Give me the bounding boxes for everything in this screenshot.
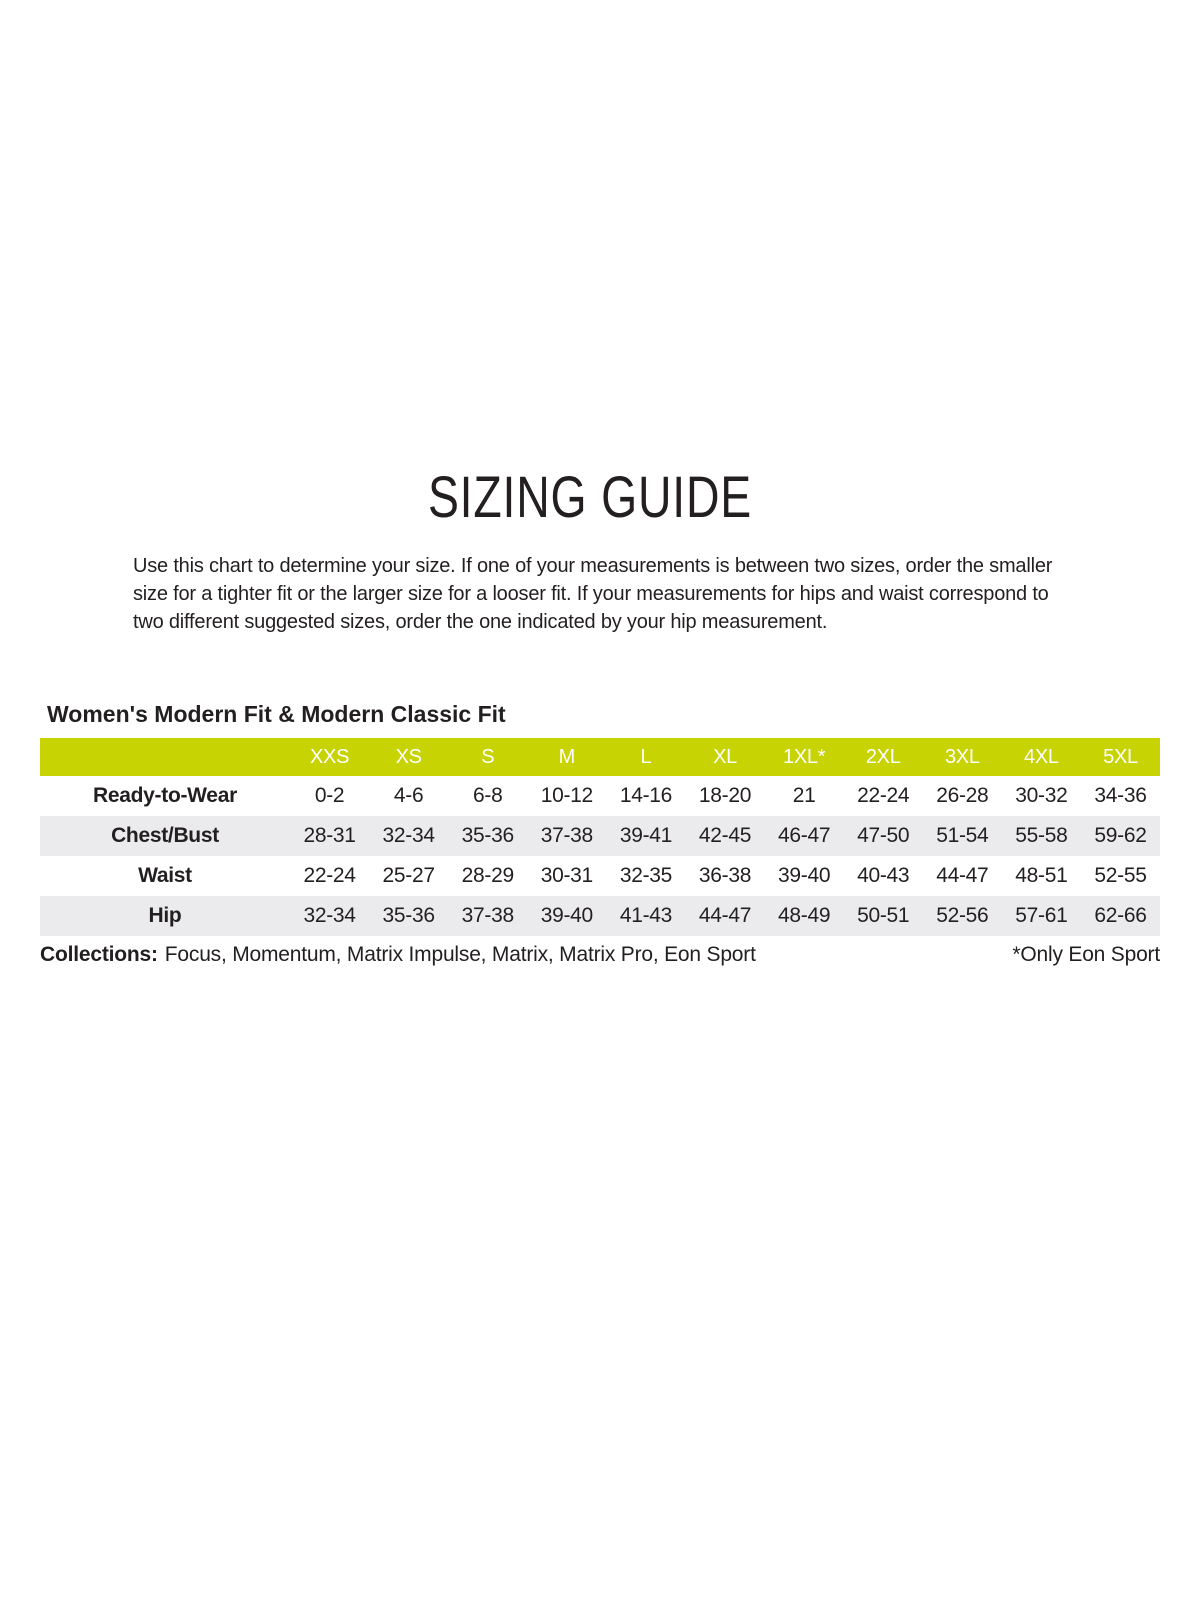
intro-line-2: size for a tighter fit or the larger size for a looser fit. If your measurements for hips and waist correspond to <box>133 583 1049 605</box>
size-value-cell: 18-20 <box>698 784 752 807</box>
size-value-cell: 41-43 <box>619 904 673 927</box>
table-row-hip <box>40 896 1160 936</box>
size-value-cell: 48-49 <box>778 904 831 927</box>
size-value-cell: 32-34 <box>303 904 356 927</box>
size-value-cell: 50-51 <box>857 904 910 927</box>
intro-line-3: two different suggested sizes, order the one indicated by your hip measurement. <box>133 611 828 633</box>
column-header-5xl: 5XL <box>1103 745 1138 768</box>
size-value-cell: 28-29 <box>461 864 514 887</box>
row-label-hip: Hip <box>148 904 182 927</box>
table-row-waist <box>40 856 1160 896</box>
size-value-cell: 40-43 <box>857 864 910 887</box>
column-header-xxs: XXS <box>309 745 350 768</box>
footnote: *Only Eon Sport <box>1012 943 1160 966</box>
size-table <box>40 738 1160 936</box>
size-value-cell: 44-47 <box>936 864 989 887</box>
size-value-cell: 44-47 <box>698 904 752 927</box>
size-value-cell: 47-50 <box>857 824 910 847</box>
size-value-cell: 46-47 <box>778 824 831 847</box>
size-value-cell: 22-24 <box>303 864 356 887</box>
column-header-m: M <box>558 745 576 768</box>
size-value-cell: 39-40 <box>778 864 831 887</box>
table-header-row <box>40 738 1160 776</box>
collections-label: Collections: <box>40 943 158 966</box>
column-header-3xl: 3XL <box>944 745 980 768</box>
size-value-cell: 52-56 <box>936 904 989 927</box>
size-value-cell: 37-38 <box>461 904 514 927</box>
table-row-chest-bust <box>40 816 1160 856</box>
section-heading: Women's Modern Fit & Modern Classic Fit <box>47 701 506 727</box>
size-value-cell: 0-2 <box>314 784 345 807</box>
size-value-cell: 10-12 <box>540 784 593 807</box>
column-header-2xl: 2XL <box>865 745 901 768</box>
column-header-l: L <box>640 745 652 768</box>
size-value-cell: 30-32 <box>1015 784 1068 807</box>
size-value-cell: 32-35 <box>619 864 673 887</box>
size-value-cell: 39-41 <box>619 824 673 847</box>
column-header-s: S <box>481 745 495 768</box>
size-value-cell: 26-28 <box>936 784 989 807</box>
size-value-cell: 30-31 <box>540 864 593 887</box>
collections-text <box>40 943 756 967</box>
size-value-cell: 52-55 <box>1094 864 1147 887</box>
row-label-ready-to-wear: Ready-to-Wear <box>93 784 237 807</box>
size-value-cell: 57-61 <box>1015 904 1068 927</box>
row-label-waist: Waist <box>138 864 192 887</box>
header-empty-cell <box>40 738 290 776</box>
row-label-chest-bust: Chest/Bust <box>111 824 219 847</box>
size-value-cell: 42-45 <box>698 824 752 847</box>
size-value-cell: 62-66 <box>1094 904 1147 927</box>
size-value-cell: 37-38 <box>540 824 593 847</box>
page-title: SIZING GUIDE <box>427 465 753 530</box>
size-value-cell: 28-31 <box>303 824 356 847</box>
size-value-cell: 55-58 <box>1015 824 1068 847</box>
column-header-4xl: 4XL <box>1024 745 1059 768</box>
size-value-cell: 35-36 <box>382 904 435 927</box>
size-value-cell: 4-6 <box>393 784 424 807</box>
size-value-cell: 14-16 <box>619 784 673 807</box>
size-value-cell: 51-54 <box>936 824 989 847</box>
size-value-cell: 22-24 <box>857 784 910 807</box>
collections-list: Focus, Momentum, Matrix Impulse, Matrix, Matrix Pro, Eon Sport <box>164 943 756 966</box>
size-value-cell: 34-36 <box>1094 784 1147 807</box>
size-value-cell: 32-34 <box>382 824 435 847</box>
size-value-cell: 21 <box>792 784 816 807</box>
size-value-cell: 48-51 <box>1015 864 1068 887</box>
size-value-cell: 39-40 <box>540 904 593 927</box>
size-value-cell: 25-27 <box>382 864 435 887</box>
collections-line <box>40 943 1160 967</box>
size-value-cell: 36-38 <box>698 864 752 887</box>
column-header-1xl: 1XL* <box>783 745 826 768</box>
size-value-cell: 6-8 <box>473 784 503 807</box>
intro-line-1: Use this chart to determine your size. If one of your measurements is between two sizes, order the smaller <box>133 555 1053 577</box>
column-header-xl: XL <box>713 745 737 768</box>
size-value-cell: 59-62 <box>1094 824 1147 847</box>
intro-paragraph <box>133 552 1052 636</box>
column-header-xs: XS <box>395 745 422 768</box>
size-value-cell: 35-36 <box>461 824 514 847</box>
table-row-ready-to-wear <box>40 776 1160 816</box>
